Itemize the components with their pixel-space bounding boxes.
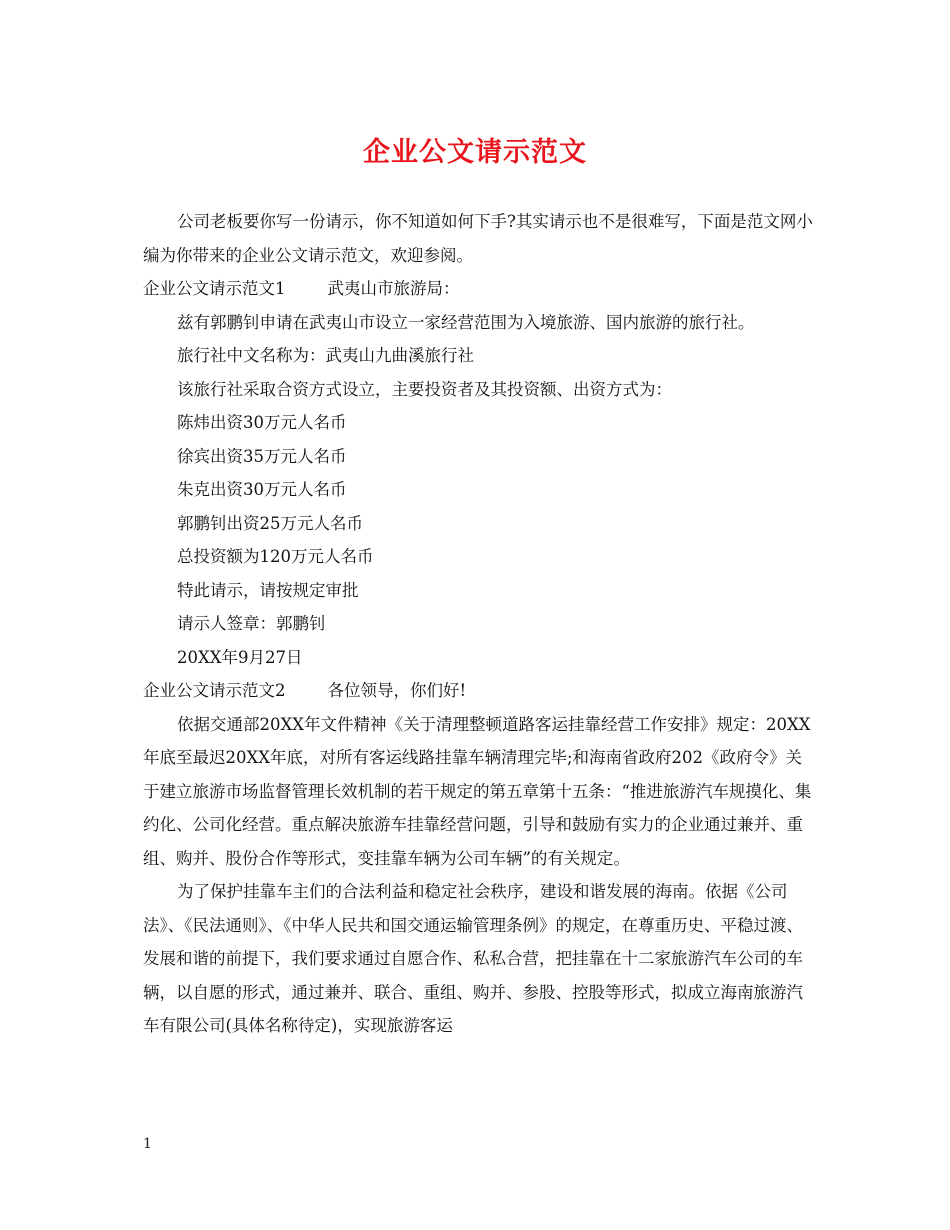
sample1-line: 该旅行社采取合资方式设立，主要投资者及其投资额、出资方式为： (177, 379, 672, 399)
sample1-heading: 企业公文请示范文1 (143, 279, 286, 298)
sample1-line: 朱克出资30万元人名币 (177, 480, 347, 499)
sample1-line: 兹有郭鹏钊申请在武夷山市设立一家经营范围为入境旅游、国内旅游的旅行社。 (177, 312, 755, 332)
intro-paragraph: 公司老板要你写一份请示，你不知道如何下手?其实请示也不是很难写，下面是范文网小编为你带来的企业公文请示范文，欢迎参阅。 (143, 212, 813, 265)
sample1-line: 特此请示，请按规定审批 (177, 580, 359, 600)
sample1-line: 陈炜出资30万元人名币 (177, 413, 347, 432)
page-number: 1 (143, 1136, 152, 1152)
sample1-line: 请示人签章：郭鹏钊 (177, 614, 326, 633)
sample2-paragraph: 为了保护挂靠车主们的合法利益和稳定社会秩序，建设和谐发展的海南。依据《公司法》、《民法通则》、《中华人民共和国交通运输管理条例》的规定，在尊重历史、平稳过渡、发展和谐的前提下，我们要求通过自愿合作、私私合营，把挂靠在十二家旅游汽车公司的车辆，以自愿的形式，通过兼并、联合、重组、购并、参股、控股等形式，拟成立海南旅游汽车有限公司(具体名称待定)，实现旅游客运 (143, 882, 803, 1035)
sample1-line: 徐宾出资35万元人名币 (177, 446, 347, 466)
sample2-addressee: 各位领导，你们好! (327, 681, 467, 700)
sample1-line: 20XX年9月27日 (177, 647, 303, 667)
sample1-line: 总投资额为120万元人名币 (177, 547, 374, 566)
document-title: 企业公文请示范文 (363, 137, 587, 168)
sample2-heading-line (143, 674, 815, 708)
sample1-line: 旅行社中文名称为：武夷山九曲溪旅行社 (177, 346, 474, 365)
sample2-heading: 企业公文请示范文2 (143, 681, 286, 700)
sample1-addressee: 武夷山市旅游局： (327, 279, 460, 298)
sample1-heading-line (143, 272, 815, 306)
document-body (143, 205, 815, 1043)
sample1-line: 郭鹏钊出资25万元人名币 (177, 513, 363, 533)
sample2-paragraph: 依据交通部20XX年文件精神《关于清理整顿道路客运挂靠经营工作安排》规定：20XX年底至最迟20XX年底，对所有客运线路挂靠车辆清理完毕;和海南省政府202《政府令》关于建立旅游市场监督管理长效机制的若干规定的第五章第十五条：“推进旅游汽车规摸化、集约化、公司化经营。重点解决旅游车挂靠经营问题，引导和鼓励有实力的企业通过兼并、重组、购并、股份合作等形式，变挂靠车辆为公司车辆”的有关规定。 (143, 714, 812, 868)
